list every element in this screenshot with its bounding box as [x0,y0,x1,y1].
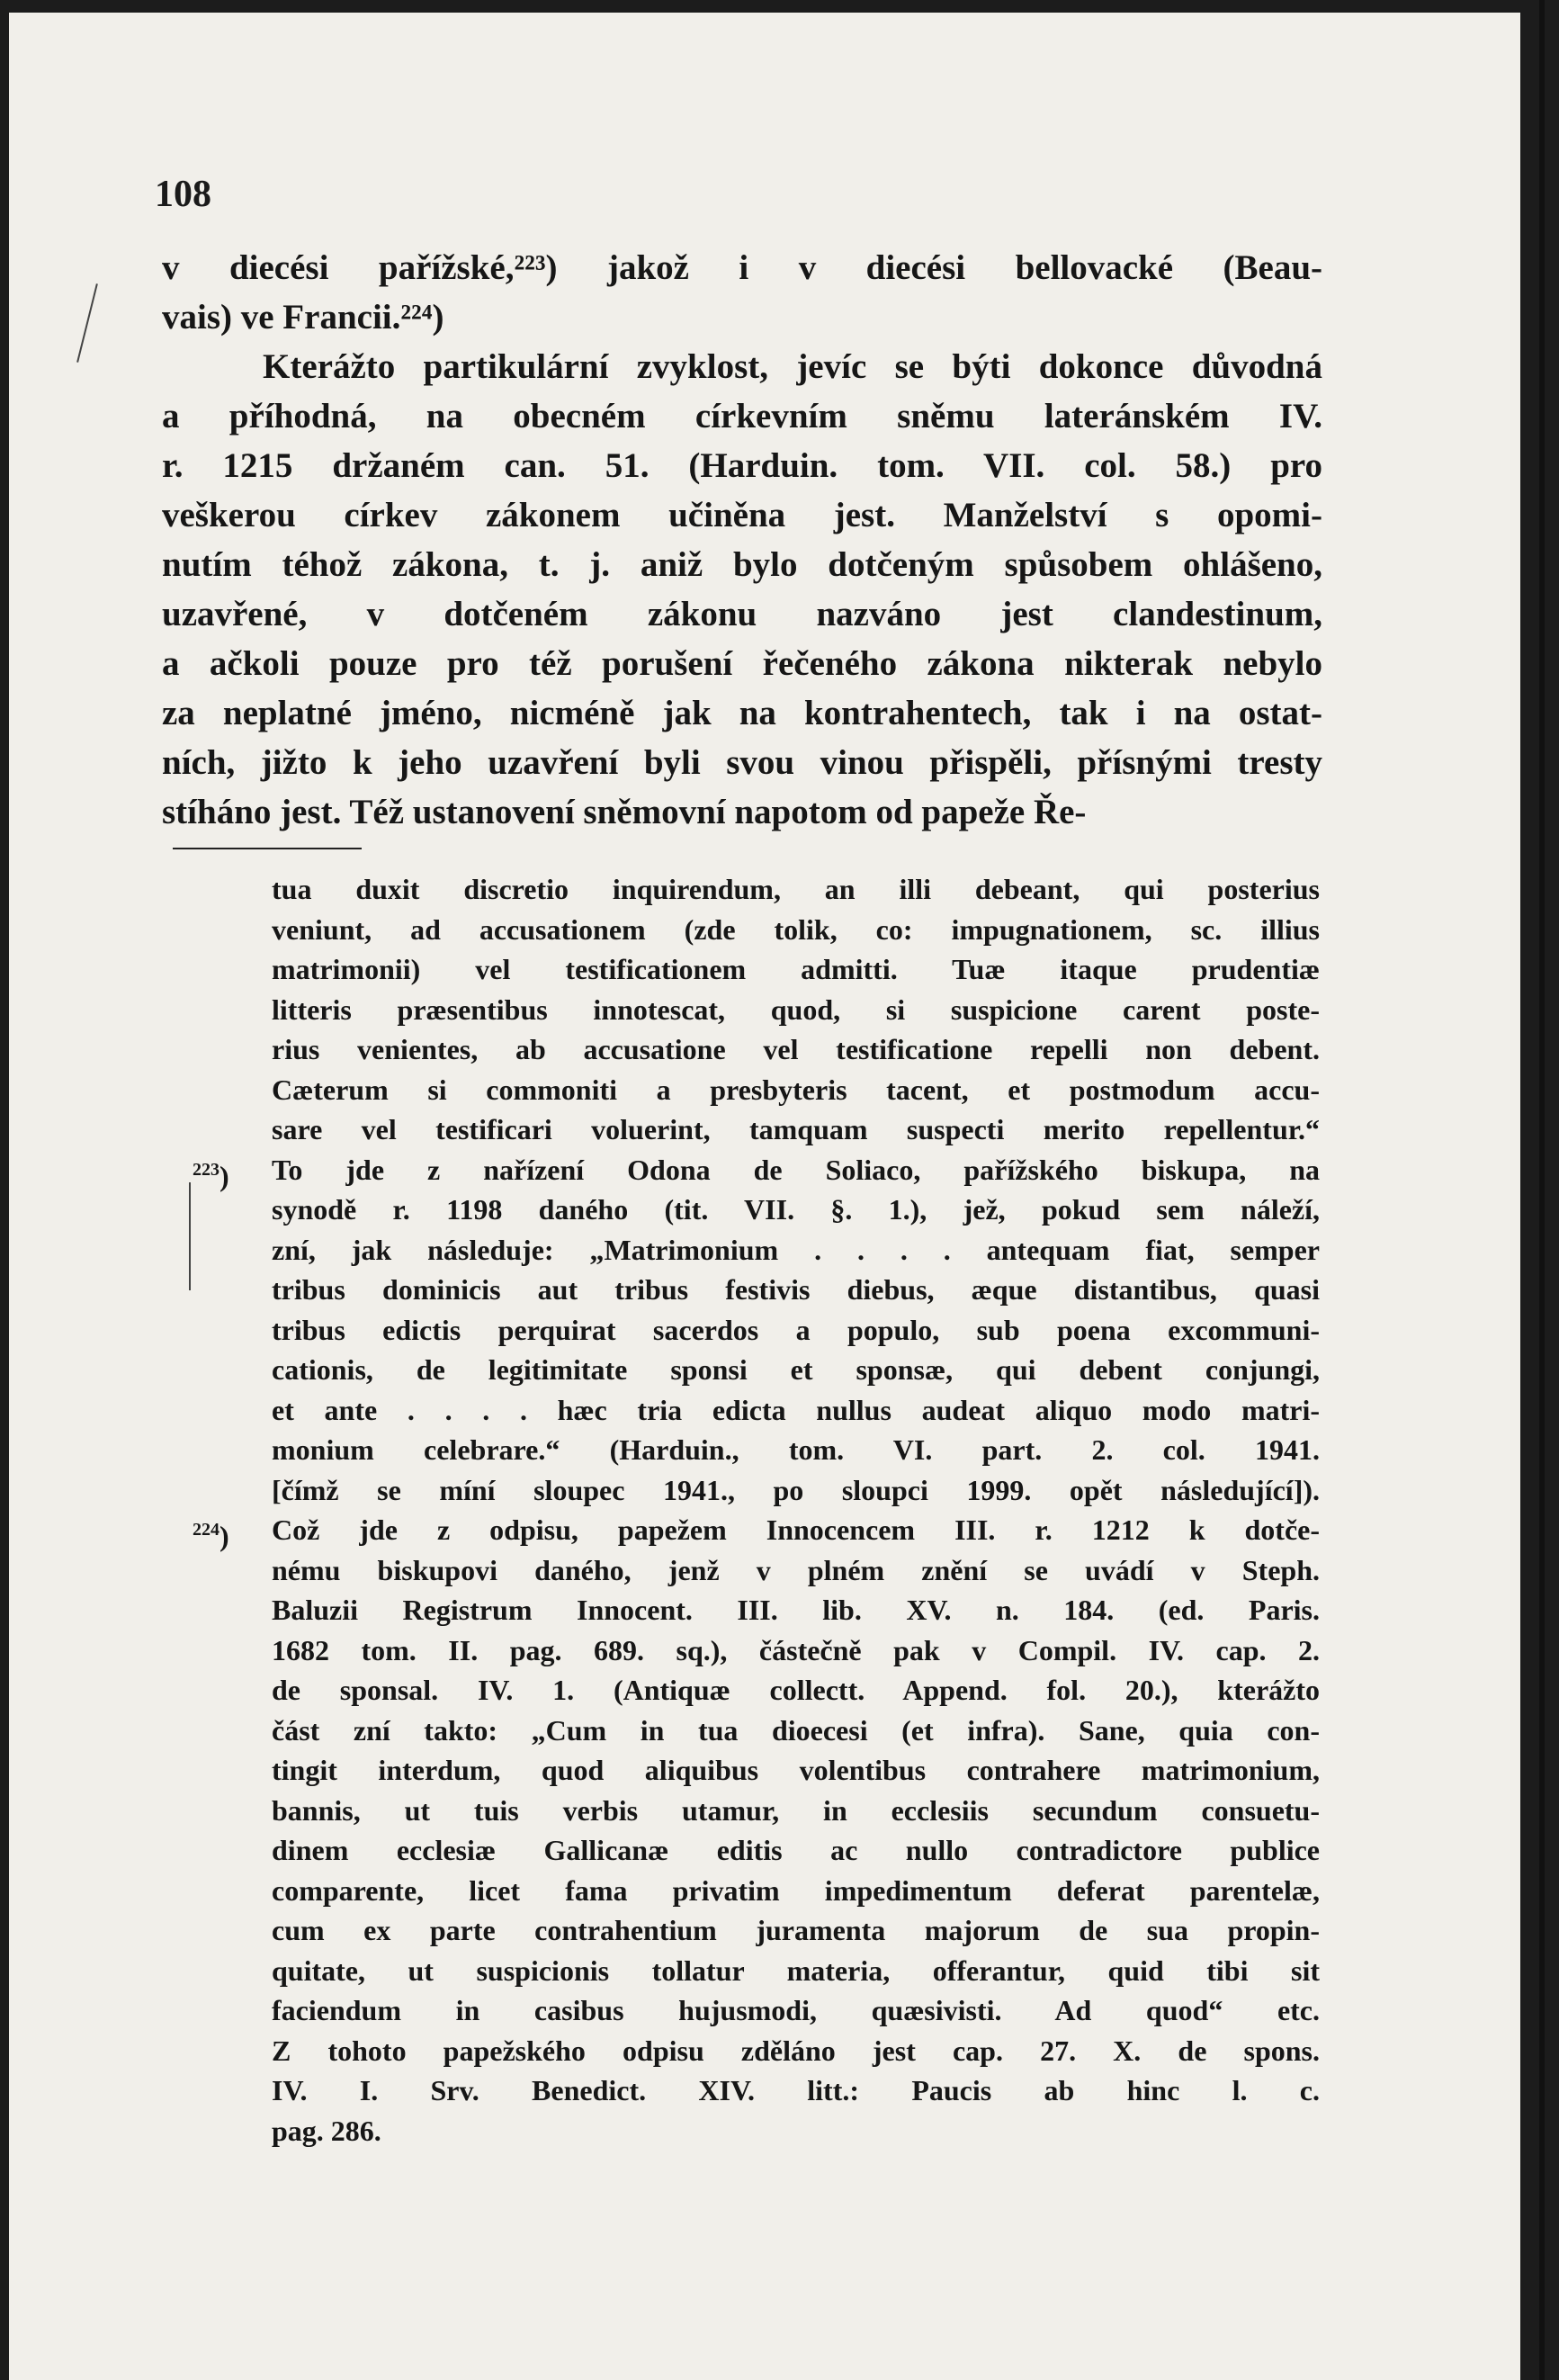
footnote-line-text: tribus dominicis aut tribus festivis diebus, æque distantibus, quasi [272,1273,1320,1306]
footnote-line-text: tribus edictis perquirat sacerdos a populo, sub poena excommuni- [272,1313,1320,1346]
footnote-line [272,1029,1320,1070]
footnote-line [272,1230,1320,1271]
footnote-line-text: tua duxit discretio inquirendum, an illi debeant, qui posterius [272,873,1320,905]
footnote-line [272,1670,1320,1711]
text-line: r. 1215 držaném can. 51. (Harduin. tom. VII. col. 58.) pro [162,446,1322,485]
footnote-line [272,1791,1320,1831]
footnote-line [272,1630,1320,1671]
footnote-line-text: cationis, de legitimitate sponsi et sponsæ, qui debent conjungi, [272,1353,1320,1386]
footnote-line [272,949,1320,990]
footnote-line-text: IV. I. Srv. Benedict. XIV. litt.: Paucis ab hinc l. c. [272,2074,1320,2106]
footnote-line [272,2070,1320,2111]
footnote-line-text: bannis, ut tuis verbis utamur, in ecclesiis secundum consuetu- [272,1793,1320,1827]
margin-pencil-mark [76,283,98,363]
footnote-line [272,1310,1320,1351]
footnote-line-text: pag. 286. [272,2114,381,2147]
footnote-line [272,1990,1320,2031]
footnote-line [272,1910,1320,1951]
page-number: 108 [155,174,211,215]
footnote-rule [173,848,362,849]
footnote-line [272,1830,1320,1871]
footnote-line-text: comparente, licet fama privatim impedimentum deferat parentelæ, [272,1873,1320,1907]
footnote-line-text: monium celebrare.“ (Harduin., tom. VI. part. 2. col. 1941. [272,1433,1320,1466]
footnote-line [272,1070,1320,1110]
main-text [162,243,1322,837]
footnote-line-text: veniunt, ad accusationem (zde tolik, co: impugnationem, sc. illius [272,912,1320,946]
footnote-line [272,869,1320,910]
text-line: Kterážto partikulární zvyklost, jevíc se býti dokonce důvodná [263,347,1322,386]
footnote-line-text: et ante . . . . hæc tria edicta nullus audeat aliquo modo matri- [272,1393,1320,1426]
footnote-line [272,1590,1320,1630]
text-line: veškerou církev zákonem učiněna jest. Manželství s opomi- [162,496,1322,534]
text-line: stíháno jest. Též ustanovení sněmovní napotom od papeže Ře- [162,793,1087,831]
footnote-line-text: tingit interdum, quod aliquibus volentibus contrahere matrimonium, [272,1754,1320,1786]
footnote-line [272,1109,1320,1150]
footnote-line-text: faciendum in casibus hujusmodi, quæsivisti. Ad quod“ etc. [272,1994,1320,2026]
footnote-line [272,1711,1320,1751]
footnote-line [272,1270,1320,1310]
margin-pencil-mark [189,1182,191,1290]
footnote-line-text: synodě r. 1198 daného (tit. VII. §. 1.), jež, pokud sem náleží, [272,1193,1320,1226]
footnote-marker: $^{224}$) [193,1520,229,1552]
footnote-line-text: Z tohoto papežského odpisu zděláno jest cap. 27. X. de spons. [272,2034,1320,2067]
footnote-line-text: Baluzii Registrum Innocent. III. lib. XV. n. 184. (ed. Paris. [272,1594,1320,1626]
footnote-line [272,2031,1320,2071]
footnote-line-text: cum ex parte contrahentium juramenta majorum de sua propin- [272,1914,1320,1946]
footnote-marker: $^{223}$) [193,1159,229,1192]
text-line: vais) ve Francii.²²⁴) [162,298,444,337]
footnote-line-text: část zní takto: „Cum in tua dioecesi (et infra). Sane, quia con- [272,1713,1320,1747]
footnote-line-text: Cæterum si commoniti a presbyteris tacent, et postmodum accu- [272,1073,1320,1106]
footnote-line [272,1470,1320,1511]
text-line: a příhodná, na obecném církevním sněmu lateránském IV. [162,397,1322,436]
footnote-line-text: 1682 tom. II. pag. 689. sq.), částečně pak v Compil. IV. cap. 2. [272,1633,1320,1666]
footnote-line-start [193,1150,1320,1192]
footnote-line-text: nému biskupovi daného, jenž v plném znění se uvádí v Steph. [272,1553,1320,1586]
footnote-line [272,1350,1320,1390]
text-line: nutím téhož zákona, t. j. aniž bylo dotčeným spůsobem ohlášeno, [162,545,1322,584]
footnote-line-text: [čímž se míní sloupec 1941., po sloupci 1999. opět následující]). [272,1473,1320,1506]
footnote-line-text: quitate, ut suspicionis tollatur materia, offerantur, quid tibi sit [272,1953,1320,1987]
footnote-line [272,910,1320,950]
footnote-line-start [193,1510,1320,1552]
text-line: ních, jižto k jeho uzavření byli svou vinou přispěli, přísnými tresty [162,743,1322,782]
footnote-line-text: dinem ecclesiæ Gallicanæ editis ac nullo contradictore publice [272,1834,1320,1866]
footnote-line-text: sare vel testificari voluerint, tamquam suspecti merito repellentur.“ [272,1113,1320,1145]
footnotes [193,869,1320,2151]
footnote-line [272,1550,1320,1591]
footnote-line [272,1190,1320,1230]
footnote-line-text: To jde z nařízení Odona de Soliaco, pařížského biskupa, na [272,1153,1320,1186]
footnote-line-text: Což jde z odpisu, papežem Innocencem III. r. 1212 k dotče- [272,1513,1320,1546]
footnote-line [272,1871,1320,1911]
footnote-line [272,1951,1320,1991]
book-page [9,13,1520,2380]
footnote-line [272,1390,1320,1431]
scan-edge [1539,0,1545,2380]
footnote-line-text: de sponsal. IV. 1. (Antiquæ collectt. Append. fol. 20.), kterážto [272,1674,1320,1706]
text-line: za neplatné jméno, nicméně jak na kontrahentech, tak i na ostat- [162,694,1322,732]
footnote-line [272,1750,1320,1791]
footnote-line-text: litteris præsentibus innotescat, quod, si suspicione carent poste- [272,992,1320,1026]
text-line: v diecési pařížské,²²³) jakož i v diecési bellovacké (Beau- [162,248,1322,287]
footnote-line [272,1430,1320,1470]
footnote-line [272,990,1320,1030]
footnote-line-text: matrimonii) vel testificationem admitti. Tuæ itaque prudentiæ [272,953,1320,985]
footnote-line-text: rius venientes, ab accusatione vel testificatione repelli non debent. [272,1033,1320,1065]
footnote-line [272,2111,1320,2151]
footnote-line-text: zní, jak následuje: „Matrimonium . . . . antequam fiat, semper [272,1233,1320,1266]
text-line: uzavřené, v dotčeném zákonu nazváno jest clandestinum, [162,595,1322,633]
text-line: a ačkoli pouze pro též porušení řečeného zákona nikterak nebylo [162,644,1322,683]
